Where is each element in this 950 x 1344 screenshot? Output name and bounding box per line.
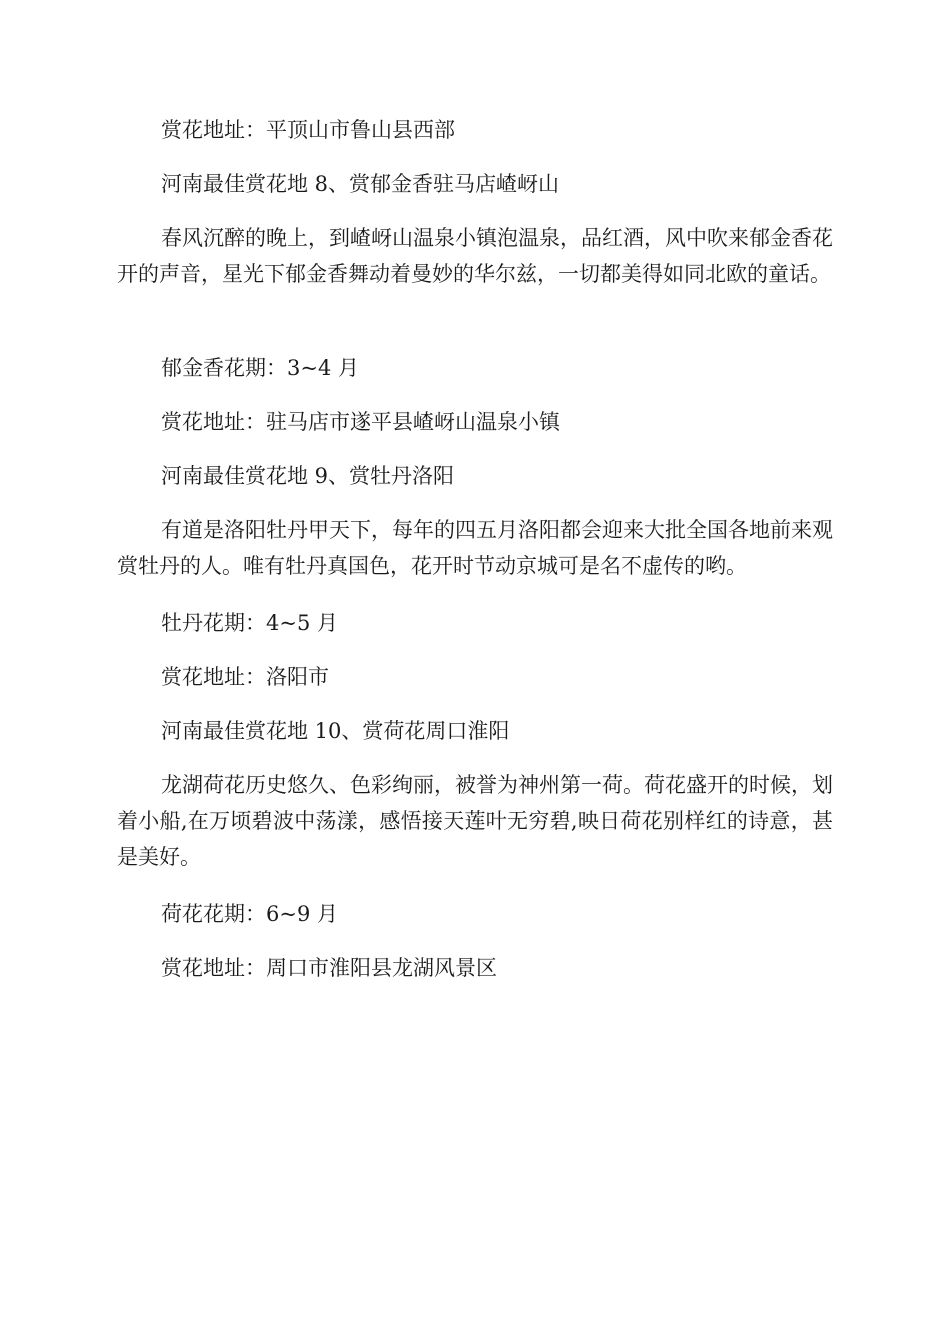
heading-spot-8: 河南最佳赏花地 8、赏郁金香驻马店嵖岈山 (161, 172, 560, 196)
paragraph-address-luoyang: 赏花地址：洛阳市 (161, 665, 329, 689)
paragraph-lotus-description: 龙湖荷花历史悠久、色彩绚丽，被誉为神州第一荷。荷花盛开的时候，划着小船,在万顷碧波中荡漾，感悟接天莲叶无穷碧,映日荷花别样红的诗意，甚是美好。 (117, 773, 833, 869)
paragraph-peony-season: 牡丹花期：4~5 月 (161, 611, 338, 635)
paragraph-tulip-season: 郁金香花期：3~4 月 (161, 356, 359, 380)
paragraph-address-zhoukou: 赏花地址：周口市淮阳县龙湖风景区 (161, 956, 497, 980)
paragraph-lotus-season: 荷花花期：6~9 月 (161, 902, 338, 926)
paragraph-address-pingdingshan: 赏花地址：平顶山市鲁山县西部 (161, 118, 455, 142)
heading-spot-9: 河南最佳赏花地 9、赏牡丹洛阳 (161, 464, 455, 488)
paragraph-address-zhumadian: 赏花地址：驻马店市遂平县嵖岈山温泉小镇 (161, 410, 560, 434)
heading-spot-10: 河南最佳赏花地 10、赏荷花周口淮阳 (161, 719, 510, 743)
paragraph-peony-description: 有道是洛阳牡丹甲天下，每年的四五月洛阳都会迎来大批全国各地前来观赏牡丹的人。唯有牡丹真国色，花开时节动京城可是名不虚传的哟。 (117, 518, 833, 578)
paragraph-tulip-description: 春风沉醉的晚上，到嵖岈山温泉小镇泡温泉，品红酒，风中吹来郁金香花开的声音，星光下郁金香舞动着曼妙的华尔兹，一切都美得如同北欧的童话。 (117, 226, 833, 286)
